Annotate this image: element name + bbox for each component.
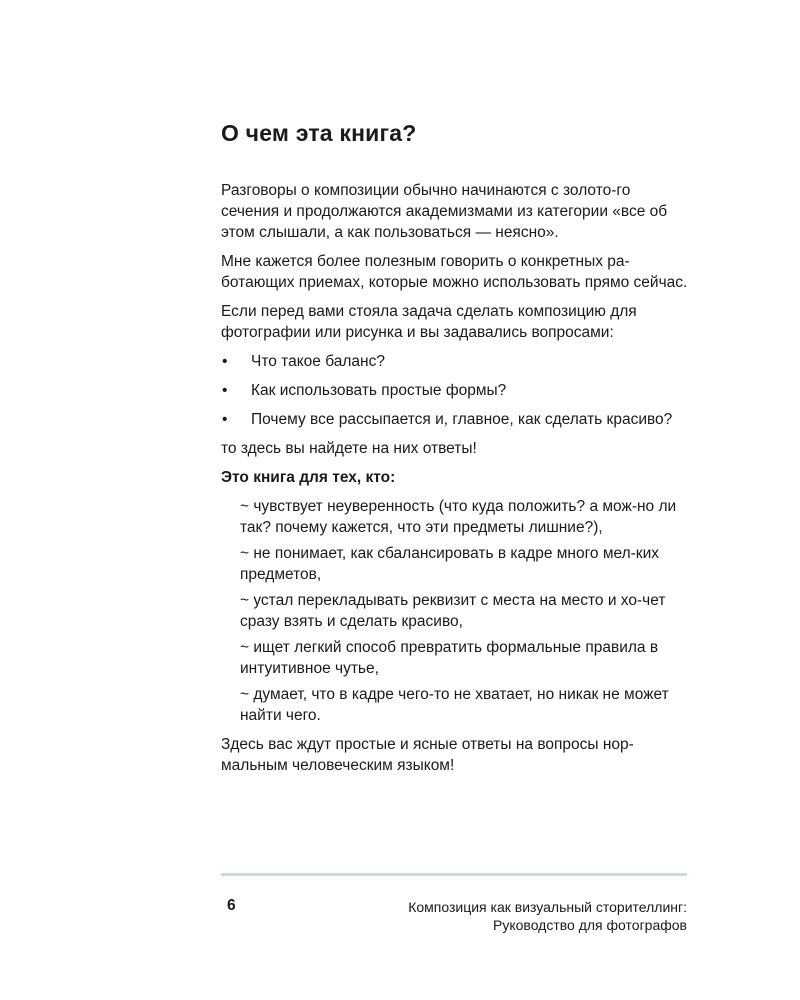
intro-paragraph-1: Разговоры о композиции обычно начинаются с золото-го сечения и продолжаются академизмами из категории «все об этом слышали, а как пользоваться — неясно». <box>221 182 668 241</box>
list-item: ~ думает, что в кадре чего-то не хватает, но никак не может найти чего. <box>240 686 669 724</box>
page-number: 6 <box>227 897 236 914</box>
list-item: ~ не понимает, как сбалансировать в кадре много мел-ких предметов, <box>240 545 659 583</box>
questions-list <box>221 351 691 430</box>
audience-list <box>240 496 691 726</box>
list-item: ~ ищет легкий способ превратить формальные правила в интуитивное чутье, <box>240 639 659 677</box>
intro-paragraph-2: Мне кажется более полезным говорить о конкретных ра-ботающих приемах, которые можно использовать прямо сейчас. <box>221 253 688 291</box>
footer-divider <box>221 873 687 876</box>
list-item: • Что такое баланс? <box>222 353 385 370</box>
list-item: • Почему все рассыпается и, главное, как сделать красиво? <box>222 411 673 428</box>
list-item: ~ устал перекладывать реквизит с места на место и хо-чет сразу взять и сделать красиво, <box>240 592 666 630</box>
bullet-icon: • <box>222 411 228 428</box>
list-item: ~ чувствует неуверенность (что куда положить? а мож-но ли так? почему кажется, что эти предметы лишние?), <box>240 498 677 536</box>
book-title-line-2: Руководство для фотографов <box>493 917 687 933</box>
running-footer-title <box>408 898 687 934</box>
page-content <box>221 118 691 784</box>
page-title: О чем эта книга? <box>221 120 417 146</box>
list-item: • Как использовать простые формы? <box>222 382 507 399</box>
bullet-icon: • <box>222 353 228 370</box>
intro-paragraph-3: Если перед вами стояла задача сделать композицию для фотографии или рисунка и вы задавались вопросами: <box>221 303 637 341</box>
answers-line: то здесь вы найдете на них ответы! <box>221 440 477 457</box>
closing-paragraph: Здесь вас ждут простые и ясные ответы на вопросы нор-мальным человеческим языком! <box>221 736 634 774</box>
audience-heading: Это книга для тех, кто: <box>221 469 396 486</box>
bullet-icon: • <box>222 382 228 399</box>
book-title-line-1: Композиция как визуальный сторителлинг: <box>408 899 687 915</box>
